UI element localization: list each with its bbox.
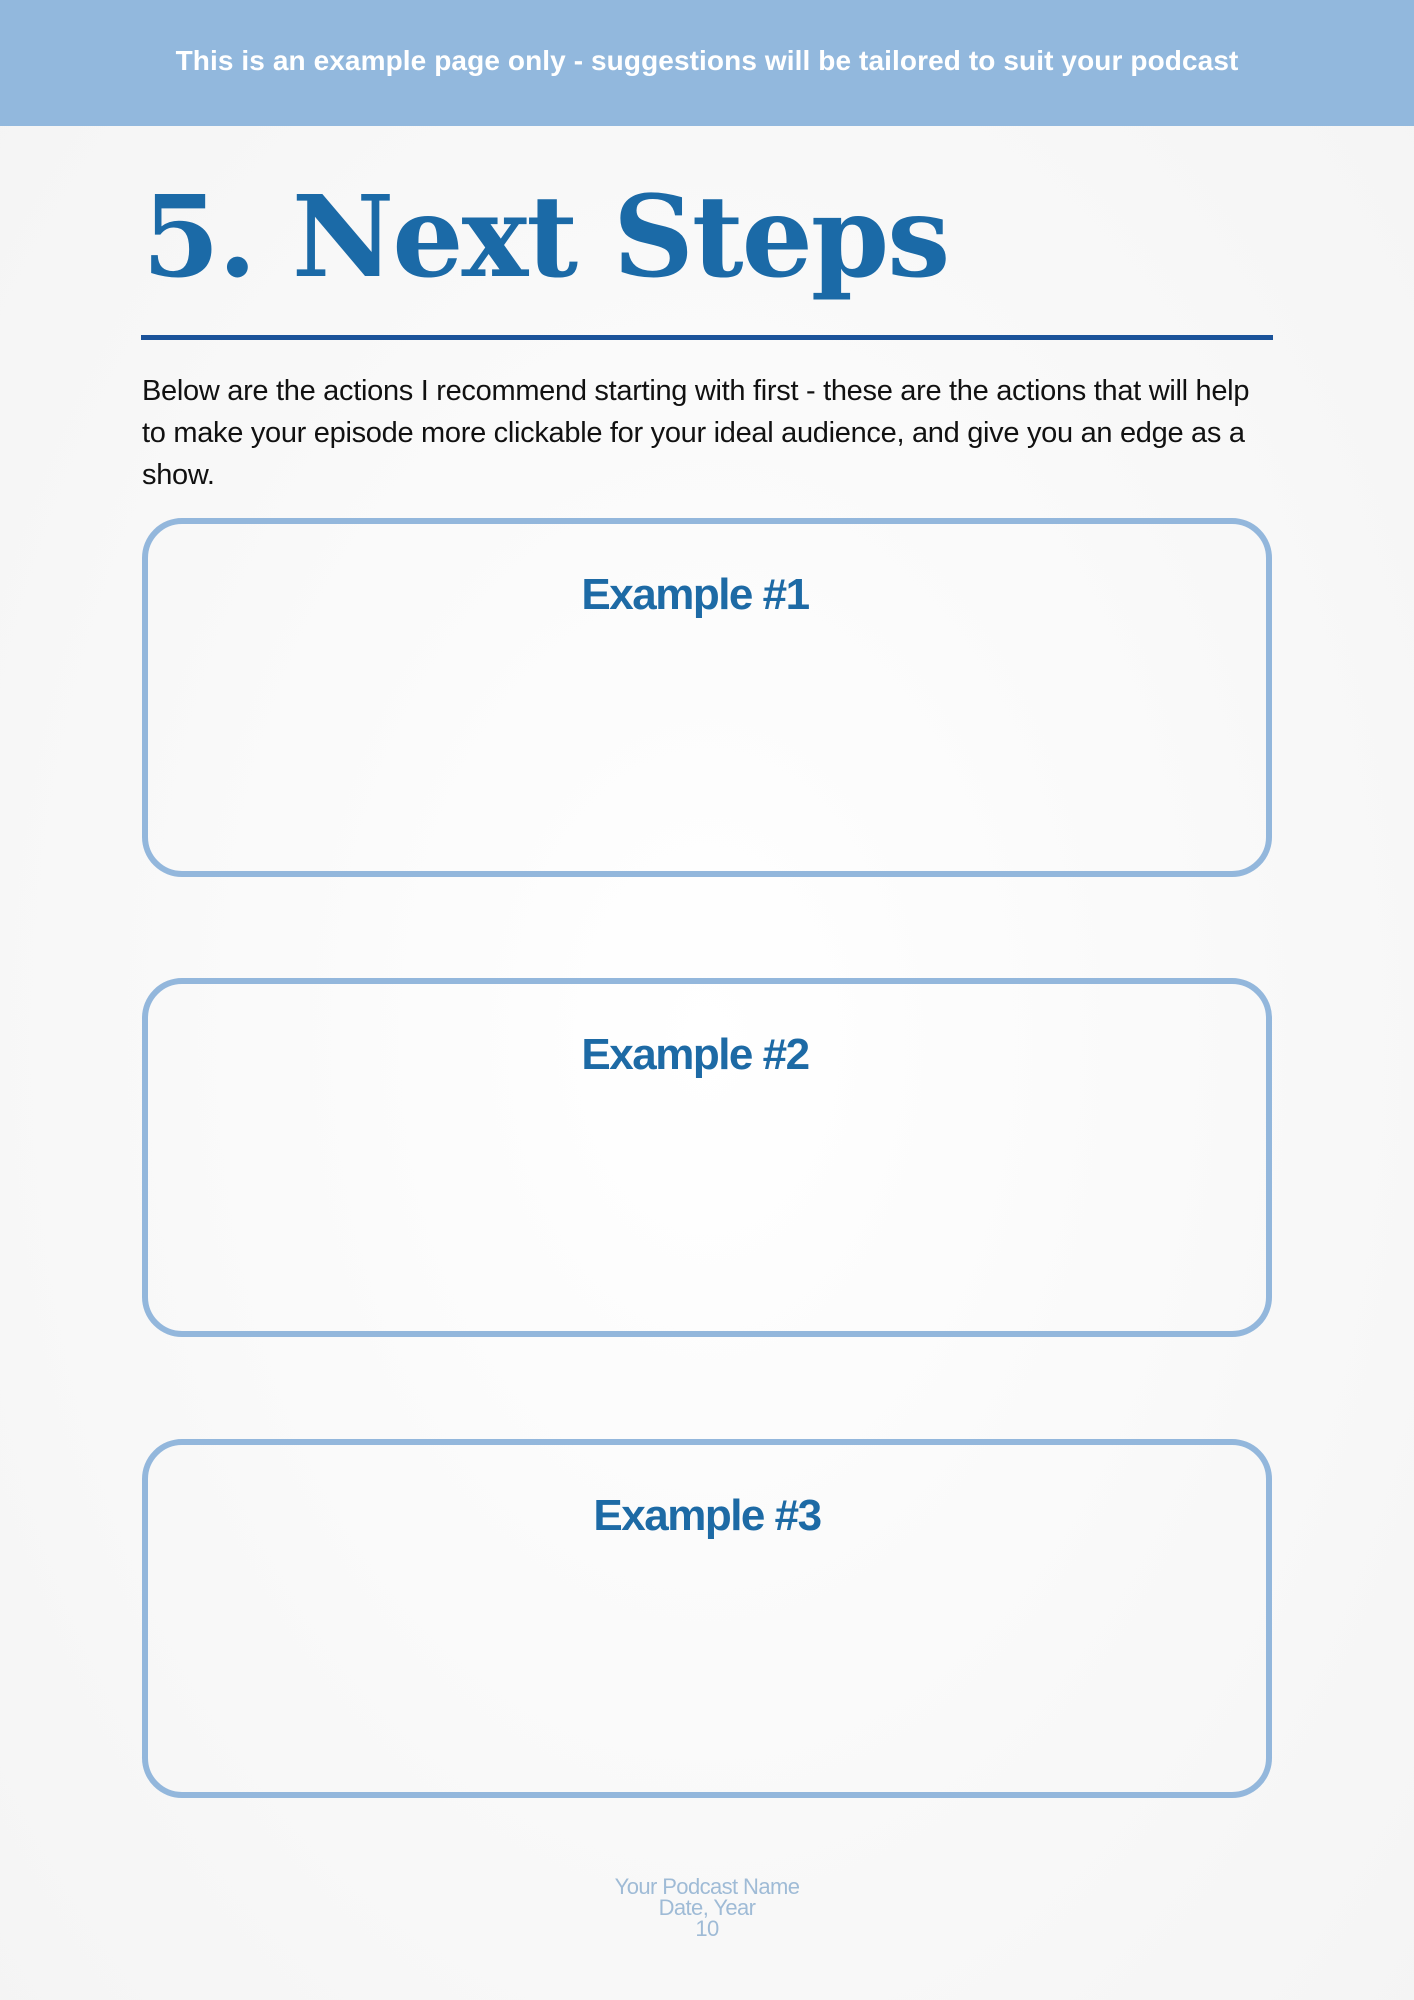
footer-date: Date, Year [658, 1895, 756, 1920]
banner-text: This is an example page only - suggestions will be tailored to suit your podcast [175, 45, 1239, 76]
example-card-title: Example #3 [593, 1491, 821, 1540]
example-notice-banner [0, 0, 1414, 126]
example-card-1 [142, 518, 1272, 877]
example-card-title: Example #1 [581, 570, 809, 619]
title-divider [141, 335, 1273, 340]
example-card-3 [142, 1439, 1272, 1798]
page-title: 5. Next Steps [142, 172, 949, 303]
footer-podcast-name: Your Podcast Name [614, 1874, 800, 1899]
example-card-2 [142, 978, 1272, 1337]
intro-paragraph: Below are the actions I recommend starting with first - these are the actions that will help to make your episode more clickable for your ideal audience, and give you an edge as a show. [142, 375, 1250, 491]
footer-page-number: 10 [695, 1916, 719, 1941]
example-card-title: Example #2 [581, 1030, 809, 1079]
